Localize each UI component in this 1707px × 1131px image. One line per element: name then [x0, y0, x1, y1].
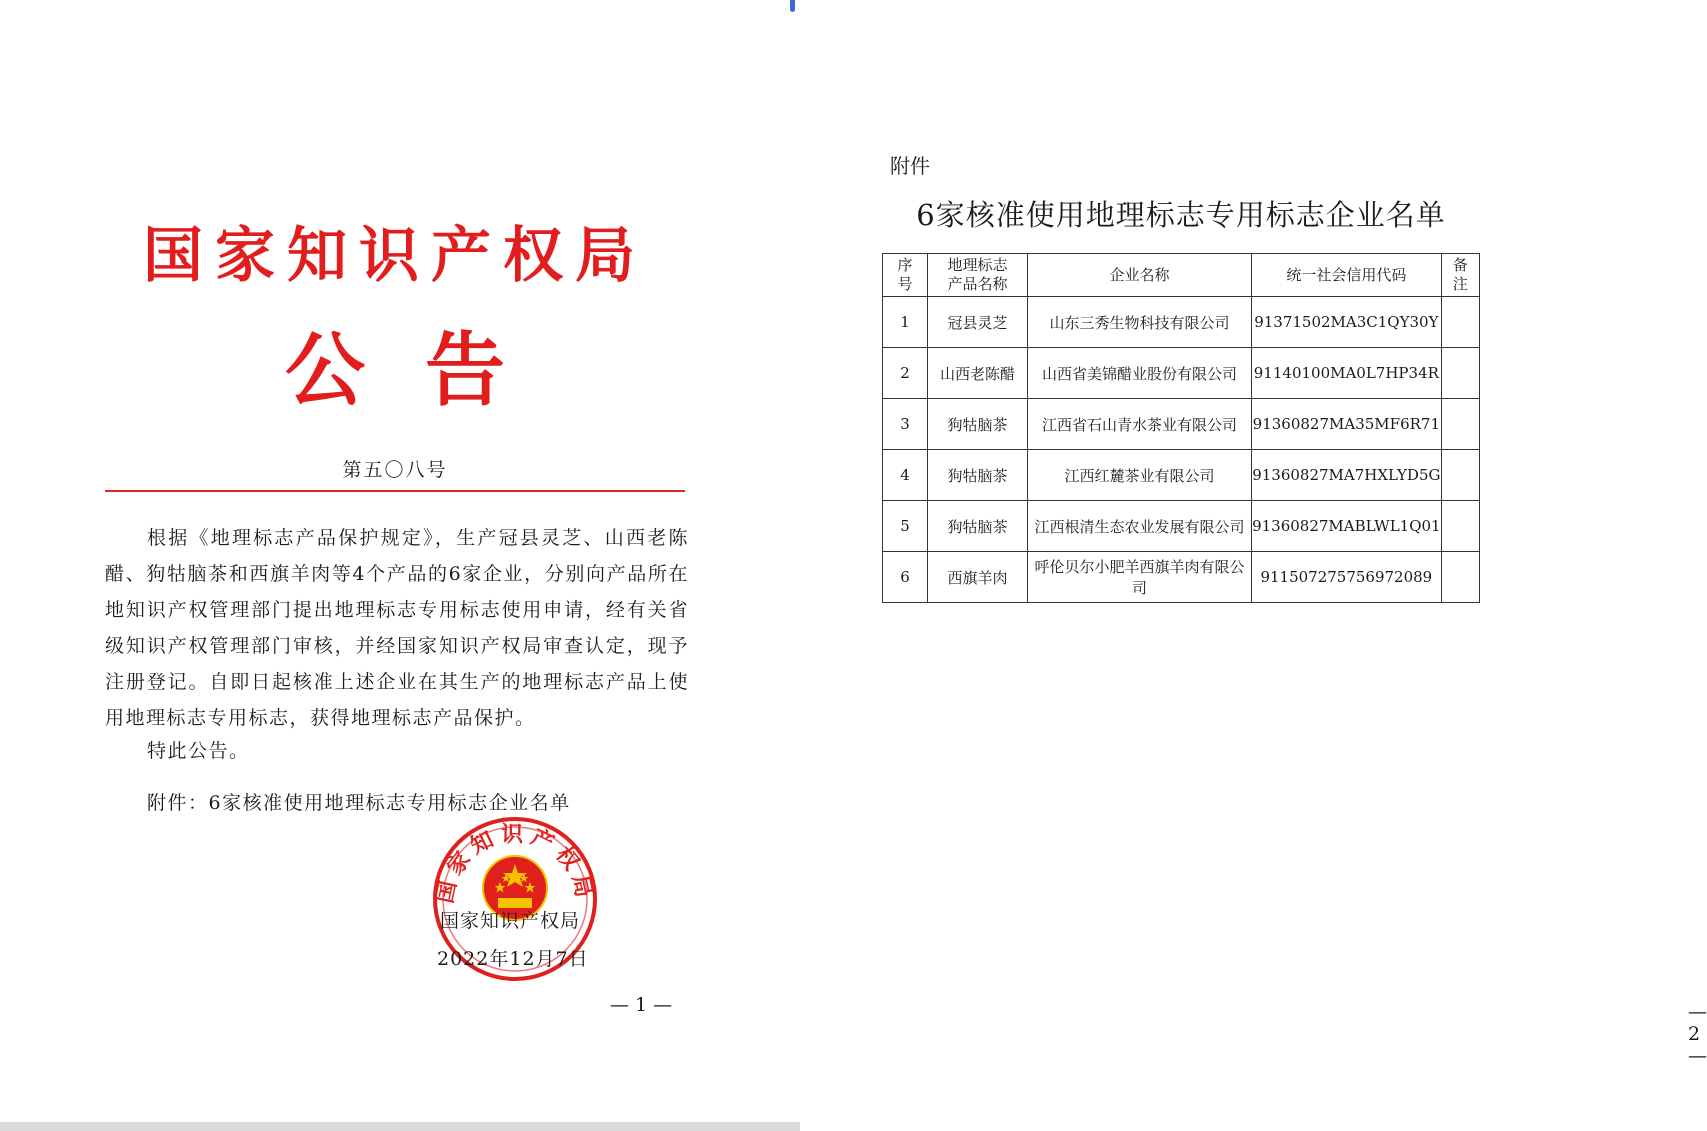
column-header-note — [1441, 254, 1479, 297]
header-title: 国家知识产权局 — [143, 221, 647, 291]
column-header-num-label: 序号 — [897, 256, 913, 293]
cell-company: 江西红麓茶业有限公司 — [1027, 450, 1251, 501]
red-rule-divider — [105, 490, 685, 492]
cell-product: 狗牯脑茶 — [928, 399, 1028, 450]
cell-product: 西旗羊肉 — [928, 552, 1028, 603]
column-header-product-label: 地理标志产品名称 — [947, 256, 1008, 293]
column-header-company: 企业名称 — [1027, 254, 1251, 297]
cell-num: 4 — [883, 450, 928, 501]
table-row — [883, 399, 1480, 450]
annex-label: 附件 — [890, 154, 930, 178]
notice-closing: 特此公告。 — [147, 740, 250, 762]
seal-text: 国家知识产权局 — [431, 821, 599, 906]
cell-company: 江西省石山青水茶业有限公司 — [1027, 399, 1251, 450]
table-row — [883, 552, 1480, 603]
cell-product: 狗牯脑茶 — [928, 501, 1028, 552]
cell-note — [1441, 450, 1479, 501]
cell-note — [1441, 501, 1479, 552]
column-header-note-label: 备注 — [1452, 256, 1468, 293]
cell-num: 3 — [883, 399, 928, 450]
header-notice: 公告 — [285, 323, 565, 417]
page-number-1: — 1 — — [610, 994, 673, 1016]
cell-code: 91140100MA0L7HP34R — [1252, 348, 1442, 399]
issue-number: 第五〇八号 — [342, 459, 448, 481]
cell-note — [1441, 297, 1479, 348]
table-row — [883, 348, 1480, 399]
signer-name: 国家知识产权局 — [440, 910, 581, 932]
signing-date: 2022年12月7日 — [437, 948, 589, 970]
cell-num: 5 — [883, 501, 928, 552]
cell-num: 2 — [883, 348, 928, 399]
cell-company: 山西省美锦醋业股份有限公司 — [1027, 348, 1251, 399]
table-row — [883, 450, 1480, 501]
table-row — [883, 501, 1480, 552]
table-row — [883, 297, 1480, 348]
cell-product: 山西老陈醋 — [928, 348, 1028, 399]
table-header-row — [883, 254, 1480, 297]
cell-code: 91360827MA7HXLYD5G — [1252, 450, 1442, 501]
page-number-2: — 2 — — [1688, 1001, 1707, 1067]
cell-num: 6 — [883, 552, 928, 603]
cell-code: 911507275756972089 — [1252, 552, 1442, 603]
cell-code: 91360827MABLWL1Q01 — [1252, 501, 1442, 552]
enterprise-table — [882, 253, 1480, 603]
cell-product: 冠县灵芝 — [928, 297, 1028, 348]
cell-note — [1441, 399, 1479, 450]
horizontal-scrollbar[interactable] — [0, 1122, 800, 1131]
column-header-product — [928, 254, 1028, 297]
notice-page — [0, 0, 795, 1131]
notice-body: 根据《地理标志产品保护规定》，生产冠县灵芝、山西老陈醋、狗牯脑茶和西旗羊肉等4个产品的6家企业，分别向产品所在地知识产权管理部门提出地理标志专用标志使用申请，经有关省级知识产权管理部门审核，并经国家知识产权局审查认定，现予注册登记。自即日起核准上述企业在其生产的地理标志产品上使用地理标志专用标志，获得地理标志产品保护。 — [105, 527, 689, 729]
attachment-reference: 附件：6家核准使用地理标志专用标志企业名单 — [147, 792, 571, 814]
cell-company: 山东三秀生物科技有限公司 — [1027, 297, 1251, 348]
annex-title: 6家核准使用地理标志专用标志企业名单 — [916, 198, 1446, 232]
cell-note — [1441, 552, 1479, 603]
cell-product: 狗牯脑茶 — [928, 450, 1028, 501]
cell-num: 1 — [883, 297, 928, 348]
cell-code: 91371502MA3C1QY30Y — [1252, 297, 1442, 348]
column-header-num — [883, 254, 928, 297]
cell-note — [1441, 348, 1479, 399]
cell-company: 江西根清生态农业发展有限公司 — [1027, 501, 1251, 552]
column-header-code: 统一社会信用代码 — [1252, 254, 1442, 297]
cell-code: 91360827MA35MF6R71 — [1252, 399, 1442, 450]
cell-company: 呼伦贝尔小肥羊西旗羊肉有限公司 — [1027, 552, 1251, 603]
